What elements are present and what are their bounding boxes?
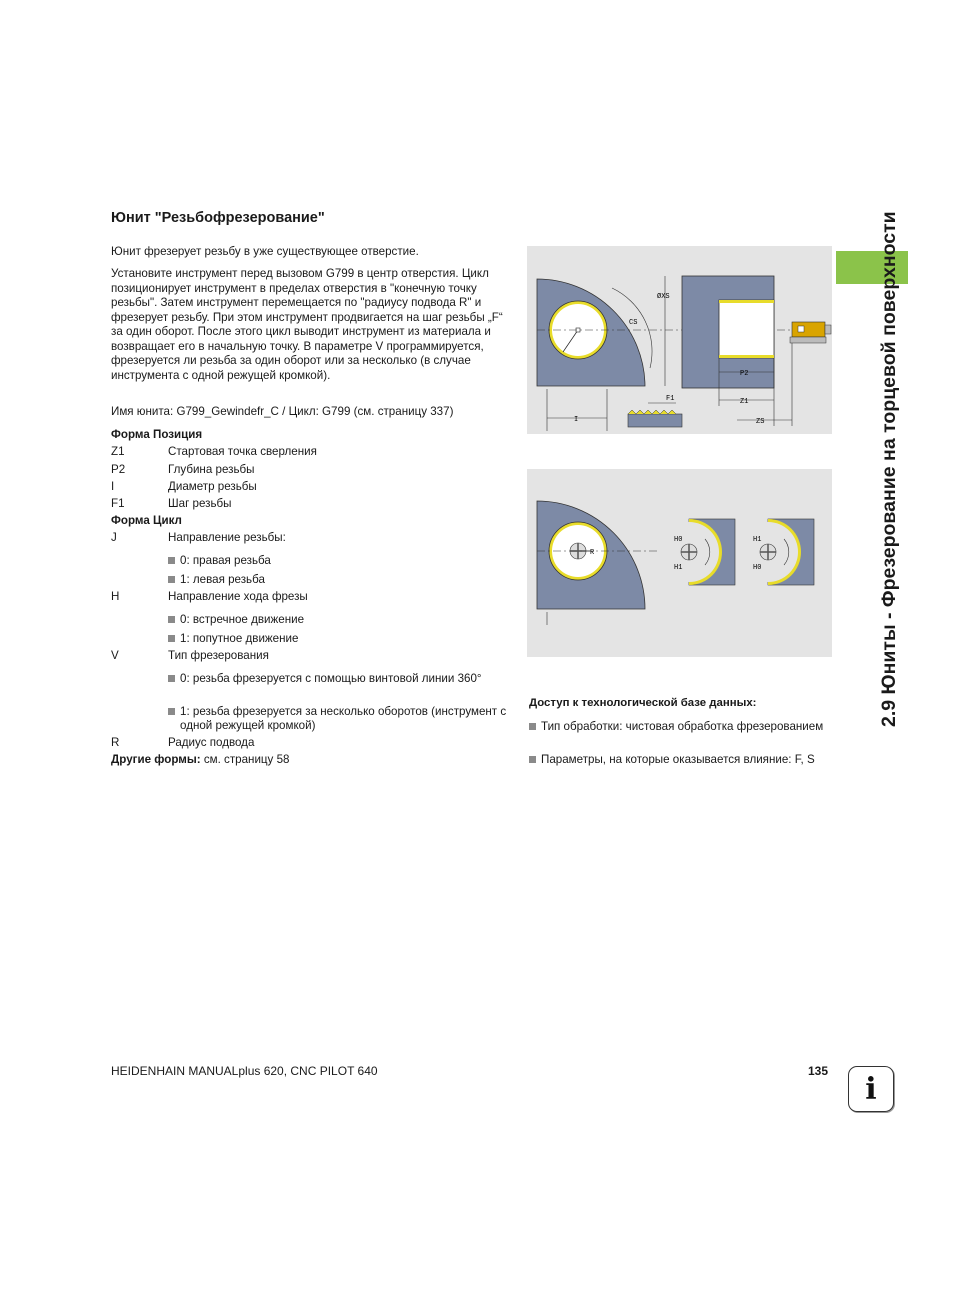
bullet-square-icon	[168, 708, 175, 715]
option-item: 0: правая резьба	[168, 554, 508, 568]
option-item: 0: встречное движение	[168, 613, 508, 627]
param-key: P2	[111, 463, 126, 476]
thread-geometry-diagram	[527, 246, 832, 434]
label-i: I	[574, 416, 579, 424]
bullet-square-icon	[168, 635, 175, 642]
param-value: Направление хода фрезы	[168, 590, 308, 603]
label-f1: F1	[666, 395, 675, 403]
figure-thread-geometry	[527, 246, 832, 434]
page-heading: Юнит "Резьбофрезерование"	[111, 210, 325, 226]
label-cs: CS	[629, 319, 638, 327]
form-position-label: Форма Позиция	[111, 428, 203, 441]
param-value: Стартовая точка сверления	[168, 445, 317, 458]
bullet-square-icon	[168, 557, 175, 564]
label-zs: ZS	[756, 418, 765, 426]
bullet-square-icon	[168, 616, 175, 623]
page-number: 135	[808, 1064, 829, 1078]
form-cycle-label: Форма Цикл	[111, 514, 182, 527]
param-key: J	[111, 531, 117, 544]
option-item: 1: попутное движение	[168, 632, 508, 646]
chapter-side-title: 2.9 Юниты - Фрезерование на торцевой поверхности	[878, 211, 900, 727]
other-forms-value: см. страницу 58	[200, 753, 290, 766]
param-key: F1	[111, 497, 125, 510]
param-key: R	[111, 736, 120, 749]
bullet-square-icon	[529, 756, 536, 763]
unit-name-line: Имя юнита: G799_Gewindefr_C / Цикл: G799 (см. страницу 337)	[111, 405, 454, 418]
label-r: R	[590, 549, 595, 557]
bullet-square-icon	[529, 723, 536, 730]
param-value: Диаметр резьбы	[168, 480, 257, 493]
description-paragraph: Установите инструмент перед вызовом G799 в центр отверстия. Цикл позиционирует инструмент в пределах отверстия в "конечную точку резьбы". Затем инструмент перемещается по "радиусу подвода R" и фрезерует резьбу. При этом инструмент продвигается на шаг резьбы „F“ за один оборот. После этого цикл выводит инструмент из материала и возвращает его в начальную точку. В параметре V программируется, фрезеруется ли резьба за один оборот или за несколько (в случае инструмента с одной режущей кромкой).	[111, 267, 503, 382]
bullet-square-icon	[168, 576, 175, 583]
bullet-square-icon	[168, 675, 175, 682]
option-item: 1: резьба фрезеруется за несколько оборотов (инструмент с одной режущей кромкой)	[168, 705, 508, 732]
db-access-item: Параметры, на которые оказывается влияние: F, S	[529, 753, 829, 768]
option-item: 0: резьба фрезеруется с помощью винтовой линии 360°	[168, 672, 508, 686]
db-access-label: Доступ к технологической базе данных:	[529, 697, 757, 709]
intro-paragraph: Юнит фрезерует резьбу в уже существующее отверстие.	[111, 245, 419, 258]
label-p2: P2	[740, 370, 749, 378]
param-value: Радиус подвода	[168, 736, 255, 749]
other-forms-line	[111, 753, 511, 767]
param-value: Шаг резьбы	[168, 497, 232, 510]
other-forms-label: Другие формы:	[111, 753, 201, 766]
milling-direction-diagram	[527, 469, 832, 657]
label-h0: H0	[753, 564, 762, 572]
label-h1: H1	[674, 564, 683, 572]
label-h0: H0	[674, 536, 683, 544]
label-h1: H1	[753, 536, 762, 544]
option-item: 1: левая резьба	[168, 573, 508, 587]
param-key: H	[111, 590, 120, 603]
info-icon-glyph: i	[865, 1071, 877, 1107]
footer-product: HEIDENHAIN MANUALplus 620, CNC PILOT 640	[111, 1064, 378, 1078]
figure-milling-direction	[527, 469, 832, 657]
param-value: Направление резьбы:	[168, 531, 286, 544]
param-key: I	[111, 480, 115, 493]
param-key: Z1	[111, 445, 125, 458]
param-value: Глубина резьбы	[168, 463, 255, 476]
label-xs: ØXS	[657, 293, 670, 301]
db-access-item: Тип обработки: чистовая обработка фрезерованием	[529, 720, 829, 735]
label-z1: Z1	[740, 398, 749, 406]
param-key: V	[111, 649, 119, 662]
param-value: Тип фрезерования	[168, 649, 269, 662]
info-icon	[848, 1066, 894, 1112]
